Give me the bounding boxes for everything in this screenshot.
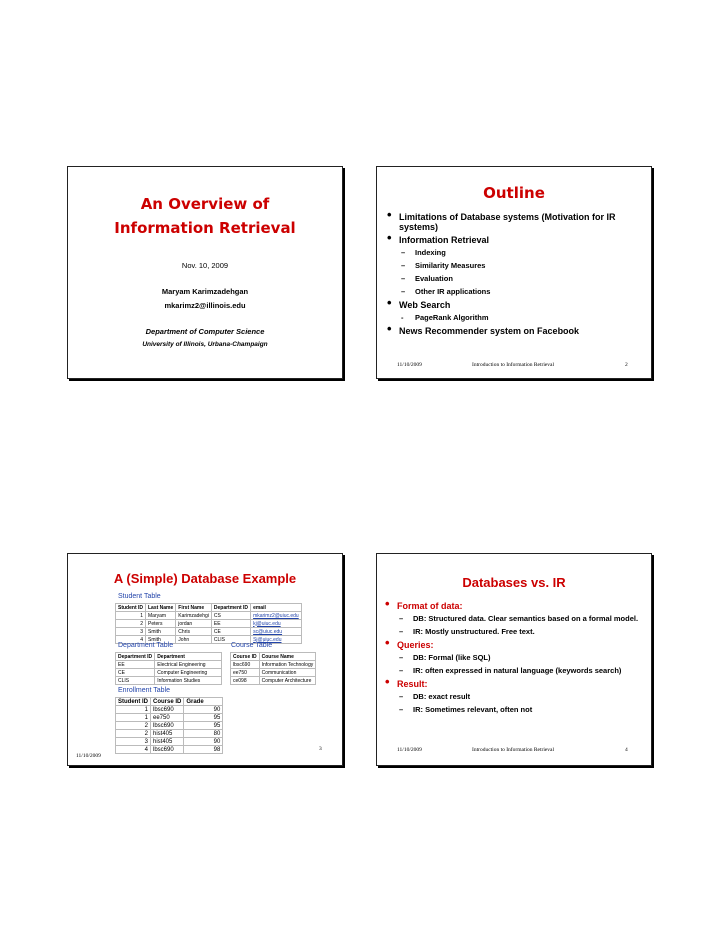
slide-2 [376, 166, 652, 379]
topic-item: • Queries: [385, 635, 434, 650]
slide-1 [67, 166, 343, 379]
slide-2-footer-date: 11/10/2009 [397, 362, 422, 368]
topic-subitem: – IR: Sometimes relevant, often not [399, 705, 533, 714]
slide-1-title-line2: Information Retrieval [114, 219, 296, 237]
table-header-row: Department ID Department [116, 653, 222, 661]
bullet-icon: • [387, 295, 392, 310]
table-row: 1 ee750 95 [116, 714, 223, 722]
bullet-icon: • [387, 230, 392, 245]
slide-1-date: Nov. 10, 2009 [181, 261, 229, 270]
outline-subitem: – Evaluation [401, 274, 453, 283]
table-row: 4 lbsc690 98 [116, 746, 223, 754]
enrollment-table [115, 697, 223, 754]
outline-item: • Information Retrieval [387, 230, 490, 245]
topic-subitem: – DB: Formal (like SQL) [399, 653, 491, 662]
email-link[interactable]: mkarimz2@uiuc.edu [251, 612, 302, 620]
slide-3-footer-page: 3 [319, 746, 322, 752]
bullet-icon: • [385, 596, 390, 611]
email-link[interactable]: sc@uiuc.edu [251, 628, 302, 636]
slide-2-title: Outline [483, 184, 545, 202]
slide-1-email: mkarimz2@illinois.edu [164, 301, 246, 310]
slide-2-footer-title: Introduction to Information Retrieval [472, 362, 555, 368]
bullet-icon: • [387, 321, 392, 336]
table-row: EE Electrical Engineering [116, 661, 222, 669]
table-row: CLIS Information Studies [116, 677, 222, 685]
email-link[interactable]: kj@uiuc.edu [251, 620, 302, 628]
table-row: ee750 Communication [231, 669, 316, 677]
course-table [230, 652, 316, 685]
course-table-caption: Course Table [231, 642, 273, 649]
slide-1-department: Department of Computer Science [145, 327, 265, 336]
table-header-row: Course ID Course Name [231, 653, 316, 661]
outline-item: • News Recommender system on Facebook [387, 321, 580, 336]
table-row: 3 hist405 90 [116, 738, 223, 746]
topic-subitem: – DB: exact result [399, 692, 471, 701]
slide-4 [376, 553, 652, 766]
student-table [115, 603, 302, 644]
topic-item: • Format of data: [385, 596, 463, 611]
slide-2-outline [387, 207, 647, 339]
outline-item: • Limitations of Database systems (Motivation for IR systems) [387, 207, 616, 232]
table-header-row: Student ID Course ID Grade [116, 698, 223, 706]
enrollment-table-caption: Enrollment Table [118, 687, 171, 694]
topic-subitem: – IR: often expressed in natural language (keywords search) [399, 666, 622, 675]
slide-4-footer-date: 11/10/2009 [397, 747, 422, 753]
student-table-caption: Student Table [118, 593, 161, 600]
bullet-icon: • [385, 635, 390, 650]
slide-4-footer-page: 4 [625, 747, 628, 753]
table-row: lbsc690 Information Technology [231, 661, 316, 669]
table-row: 2 hist405 80 [116, 730, 223, 738]
topic-item: • Result: [385, 674, 428, 689]
table-row: 1 Maryam Karimzadehgi CS mkarimz2@uiuc.edu [116, 612, 302, 620]
slide-4-footer-title: Introduction to Information Retrieval [472, 747, 555, 753]
slide-3 [67, 553, 343, 766]
table-row: ce098 Computer Architecture [231, 677, 316, 685]
topic-subitem: – IR: Mostly unstructured. Free text. [399, 627, 535, 636]
outline-subitem: – Indexing [401, 248, 446, 257]
department-table [115, 652, 222, 685]
bullet-icon: • [387, 207, 392, 222]
slide-4-title: Databases vs. IR [462, 575, 566, 590]
slide-1-title-line1: An Overview of [140, 195, 270, 213]
slide-2-footer-page: 2 [625, 362, 628, 368]
table-row: 1 lbsc690 90 [116, 706, 223, 714]
outline-subitem: – Similarity Measures [401, 261, 486, 270]
table-row: 3 Smith Chris CE sc@uiuc.edu [116, 628, 302, 636]
outline-subitem: - PageRank Algorithm [401, 313, 489, 322]
bullet-icon: • [385, 674, 390, 689]
table-row: CE Computer Engineering [116, 669, 222, 677]
slide-4-content [385, 596, 647, 718]
slide-3-title: A (Simple) Database Example [113, 571, 297, 586]
topic-subitem: – DB: Structured data. Clear semantics based on a formal model. [399, 614, 639, 623]
outline-subitem: – Other IR applications [401, 287, 491, 296]
slide-3-footer-date: 11/10/2009 [76, 753, 101, 759]
table-row: 2 Peters jordan EE kj@uiuc.edu [116, 620, 302, 628]
table-header-row: Student ID Last Name First Name Department ID email [116, 604, 302, 612]
table-row: 4 Smith John CLIS Sj@uiuc.edu [116, 636, 302, 644]
slide-1-university: University of Illinois, Urbana-Champaign [142, 341, 268, 348]
table-row: 2 lbsc690 95 [116, 722, 223, 730]
email-link[interactable]: Sj@uiuc.edu [251, 636, 302, 644]
slide-1-author: Maryam Karimzadehgan [161, 287, 249, 296]
outline-item: • Web Search [387, 295, 451, 310]
department-table-caption: Department Table [118, 642, 174, 649]
